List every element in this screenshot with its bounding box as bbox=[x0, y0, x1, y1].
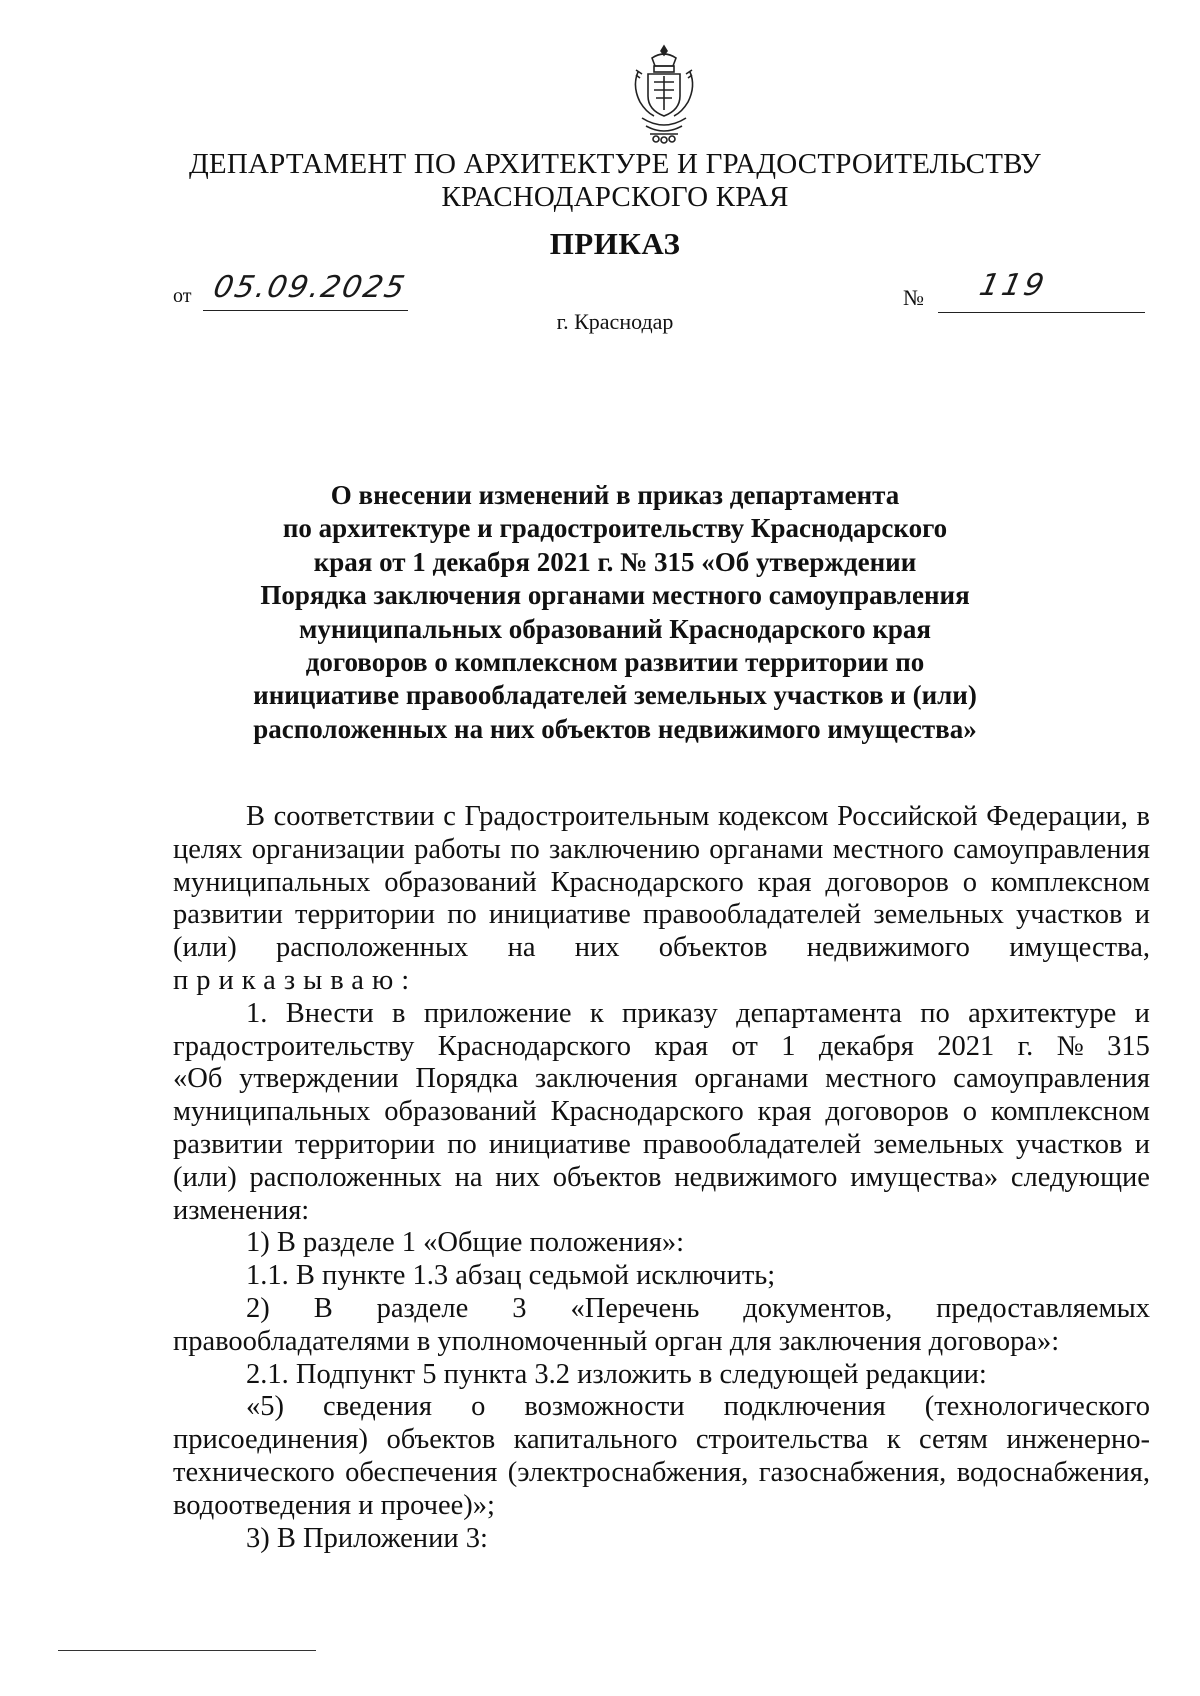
word: о bbox=[962, 866, 977, 898]
word: по bbox=[510, 833, 540, 865]
word: работы bbox=[414, 833, 501, 865]
word: договоров bbox=[825, 866, 949, 898]
word: образований bbox=[384, 1096, 537, 1128]
word: сетям bbox=[919, 1424, 988, 1456]
word: капитального bbox=[513, 1424, 678, 1456]
word: и bbox=[1134, 899, 1150, 931]
word: к bbox=[589, 997, 604, 1029]
body-line: 1) В разделе 1 «Общие положения»: bbox=[246, 1227, 685, 1259]
word: земельных bbox=[873, 899, 1004, 931]
word: инициативе bbox=[488, 899, 631, 931]
word: предоставляемых bbox=[936, 1292, 1150, 1324]
department-name-line2: КРАСНОДАРСКОГО КРАЯ bbox=[441, 181, 789, 213]
document-body bbox=[173, 801, 1150, 1555]
coat-of-arms-emblem bbox=[626, 42, 702, 146]
word: заключению bbox=[549, 833, 700, 865]
title-line: муниципальных образований Краснодарского края bbox=[299, 613, 931, 644]
word: инженерно- bbox=[1006, 1424, 1150, 1456]
word: органами bbox=[709, 833, 824, 865]
word: (технологического bbox=[924, 1391, 1150, 1423]
word: Порядка bbox=[415, 1063, 519, 1095]
word: на bbox=[507, 932, 536, 964]
word: технического bbox=[173, 1456, 335, 1488]
body-line: изменения: bbox=[173, 1194, 310, 1226]
word: обеспечения bbox=[345, 1456, 498, 1488]
word: в bbox=[1136, 801, 1150, 832]
city-name: г. Краснодар bbox=[556, 309, 674, 334]
body-line bbox=[173, 1129, 1150, 1162]
word: земельных bbox=[873, 1128, 1004, 1160]
word: «Об bbox=[173, 1063, 223, 1095]
word: муниципальных bbox=[173, 1096, 371, 1128]
word: о bbox=[471, 1391, 486, 1423]
word: присоединения) bbox=[173, 1424, 369, 1456]
footer-rule bbox=[58, 1650, 316, 1651]
order-title bbox=[160, 479, 1070, 746]
body-line bbox=[173, 867, 1150, 900]
word: приложение bbox=[423, 997, 572, 1029]
word: самоуправления bbox=[953, 833, 1150, 865]
word: местного bbox=[825, 1063, 937, 1095]
body-line bbox=[173, 1424, 1150, 1457]
word: организации bbox=[251, 833, 405, 865]
word: от bbox=[731, 1030, 758, 1062]
body-line: правообладателями в уполномоченный орган для заключения договора»: bbox=[173, 1325, 1060, 1357]
word: органами bbox=[694, 1063, 809, 1095]
body-line bbox=[173, 1391, 1150, 1424]
word: края bbox=[757, 1096, 812, 1128]
word: 1. bbox=[246, 997, 268, 1029]
body-line: водоотведения и прочее)»; bbox=[173, 1489, 495, 1521]
word: комплексном bbox=[990, 866, 1150, 898]
word: «5) bbox=[246, 1391, 284, 1423]
word: по bbox=[447, 899, 477, 931]
word: приказу bbox=[622, 997, 718, 1029]
word: правообладателей bbox=[642, 899, 862, 931]
word: Российской bbox=[837, 801, 978, 832]
word: декабря bbox=[818, 1030, 914, 1062]
word: образований bbox=[384, 866, 537, 898]
word: муниципальных bbox=[173, 866, 371, 898]
body-line bbox=[173, 834, 1150, 867]
prikazyvayu-word: приказываю: bbox=[173, 964, 418, 996]
word: В bbox=[313, 1292, 333, 1324]
word: имущества, bbox=[1009, 932, 1150, 964]
word: о bbox=[962, 1096, 977, 1128]
body-line bbox=[173, 1063, 1150, 1096]
number-label: № bbox=[903, 285, 924, 310]
word: Федерации, bbox=[986, 801, 1128, 832]
word: них bbox=[495, 1161, 540, 1193]
word: и bbox=[1134, 997, 1150, 1029]
word: с bbox=[443, 801, 456, 832]
word: архитектуре bbox=[968, 997, 1117, 1029]
body-line bbox=[173, 932, 1150, 965]
word: участков bbox=[1016, 1128, 1123, 1160]
word: Внести bbox=[285, 997, 374, 1029]
word: участков bbox=[1016, 899, 1123, 931]
word: объектов bbox=[658, 932, 768, 964]
word: Градостроительным bbox=[464, 801, 710, 832]
handwritten-number: 119 bbox=[976, 268, 1050, 303]
word: них bbox=[574, 932, 620, 964]
word: комплексном bbox=[990, 1096, 1150, 1128]
title-line: О внесении изменений в приказ департамента bbox=[330, 480, 900, 510]
word: разделе bbox=[376, 1292, 469, 1324]
word: правообладателей bbox=[642, 1128, 862, 1160]
word: градостроительству bbox=[173, 1030, 415, 1062]
word: (электроснабжения, bbox=[507, 1456, 749, 1488]
word: развитии bbox=[173, 899, 283, 931]
body-line: 3) В Приложении 3: bbox=[246, 1522, 488, 1554]
body-line bbox=[173, 801, 1150, 834]
word: на bbox=[454, 1161, 483, 1193]
word: недвижимого bbox=[806, 932, 970, 964]
body-line bbox=[173, 1031, 1150, 1064]
word: по bbox=[920, 997, 950, 1029]
word: сведения bbox=[323, 1391, 433, 1423]
title-line: Порядка заключения органами местного самоуправления bbox=[260, 580, 970, 611]
word: целях bbox=[173, 833, 243, 865]
word: по bbox=[447, 1128, 477, 1160]
word: расположенных bbox=[249, 1161, 442, 1193]
word: 1 bbox=[781, 1030, 796, 1062]
department-name-line1: ДЕПАРТАМЕНТ ПО АРХИТЕКТУРЕ И ГРАДОСТРОИТЕЛЬСТВУ bbox=[188, 148, 1042, 180]
title-line: инициативе правообладателей земельных участков и (или) bbox=[253, 680, 977, 711]
word: развитии bbox=[173, 1128, 283, 1160]
body-line bbox=[173, 998, 1150, 1031]
word: края bbox=[757, 866, 812, 898]
title-line: края от 1 декабря 2021 г. № 315 «Об утверждении bbox=[313, 546, 917, 577]
word: кодексом bbox=[718, 801, 829, 832]
title-line: по архитектуре и градостроительству Краснодарского bbox=[282, 513, 948, 544]
body-line bbox=[173, 899, 1150, 932]
handwritten-date: 05.09.2025 bbox=[210, 270, 410, 305]
word: возможности bbox=[524, 1391, 685, 1423]
word: следующие bbox=[1010, 1161, 1150, 1193]
word: инициативе bbox=[488, 1128, 631, 1160]
word: документов, bbox=[743, 1292, 893, 1324]
word: территории bbox=[295, 1128, 435, 1160]
word: территории bbox=[295, 899, 435, 931]
word: 3 bbox=[512, 1292, 527, 1324]
body-line: 2.1. Подпункт 5 пункта 3.2 изложить в следующей редакции: bbox=[246, 1358, 987, 1390]
word: г. bbox=[1017, 1030, 1034, 1062]
document-type-heading: ПРИКАЗ bbox=[549, 226, 681, 261]
word: имущества» bbox=[850, 1161, 999, 1193]
word: утверждении bbox=[239, 1063, 399, 1095]
word: 2) bbox=[246, 1292, 270, 1324]
word: края bbox=[654, 1030, 709, 1062]
word: в bbox=[392, 997, 406, 1029]
word: В bbox=[246, 801, 266, 832]
word: объектов bbox=[386, 1424, 496, 1456]
word: Краснодарского bbox=[550, 866, 744, 898]
word: самоуправления bbox=[953, 1063, 1150, 1095]
word: Краснодарского bbox=[550, 1096, 744, 1128]
date-label: от bbox=[173, 285, 192, 307]
word: объектов bbox=[552, 1161, 662, 1193]
title-line: договоров о комплексном развитии территории по bbox=[305, 647, 925, 678]
body-line bbox=[173, 1293, 1150, 1326]
word: 2021 bbox=[937, 1030, 995, 1062]
word: 315 bbox=[1107, 1030, 1150, 1062]
body-line bbox=[173, 1162, 1150, 1195]
word: № bbox=[1056, 1030, 1084, 1062]
word: департамента bbox=[736, 997, 902, 1029]
word: и bbox=[1134, 1128, 1150, 1160]
word: местного bbox=[832, 833, 944, 865]
word: строительства bbox=[695, 1424, 869, 1456]
word: (или) bbox=[173, 932, 237, 964]
word: водоснабжения, bbox=[956, 1456, 1150, 1488]
word: договоров bbox=[825, 1096, 949, 1128]
body-line: 1.1. В пункте 1.3 абзац седьмой исключить; bbox=[246, 1260, 776, 1292]
word: (или) bbox=[173, 1161, 237, 1193]
word: к bbox=[886, 1424, 901, 1456]
word: расположенных bbox=[275, 932, 469, 964]
word: «Перечень bbox=[570, 1292, 700, 1324]
word: недвижимого bbox=[674, 1161, 838, 1193]
word: соответствии bbox=[273, 801, 435, 832]
word: заключения bbox=[534, 1063, 678, 1095]
word: Краснодарского bbox=[437, 1030, 631, 1062]
body-line bbox=[173, 1096, 1150, 1129]
word: газоснабжения, bbox=[758, 1456, 947, 1488]
body-line bbox=[173, 1457, 1150, 1490]
word: подключения bbox=[723, 1391, 886, 1423]
title-line: расположенных на них объектов недвижимого имущества» bbox=[253, 713, 977, 744]
